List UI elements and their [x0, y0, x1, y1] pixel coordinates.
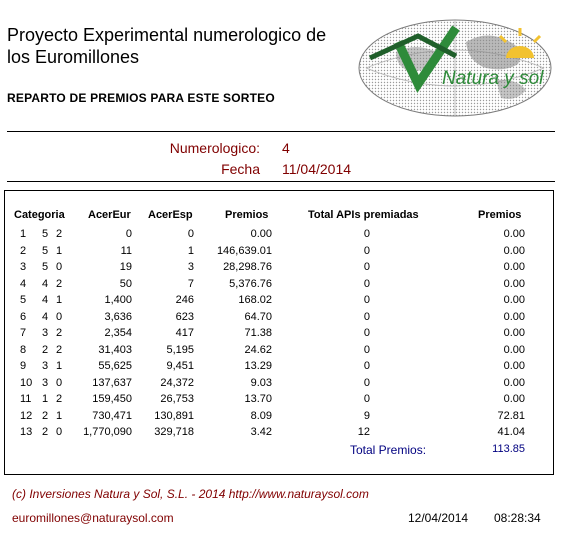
cell-cat-num-2: 0 [56, 310, 63, 323]
cell-cat-num-2: 1 [56, 294, 63, 306]
header-acer-esp: AcerEsp [148, 209, 193, 221]
title-line-2: los Euromillones [7, 47, 140, 67]
cell-premios: 8.09 [250, 409, 272, 422]
cell-premios-apis: 0.00 [503, 294, 525, 306]
cell-acer-eur: 11 [120, 244, 132, 257]
cell-acer-eur: 19 [119, 261, 132, 273]
cell-premios: 146,639.01 [216, 244, 272, 257]
copyright-text: (c) Inversiones Natura y Sol, S.L. - 2014 http://www.naturaysol.com [12, 487, 369, 501]
cell-category: 4 [20, 277, 27, 290]
cell-cat-num-1: 4 [42, 294, 49, 306]
cell-premios-apis: 0.00 [503, 327, 525, 339]
cell-total-apis: 0 [363, 343, 370, 356]
cell-acer-eur: 159,450 [92, 393, 132, 405]
fecha-value: 11/04/2014 [282, 161, 352, 177]
numerologico-label: Numerologico: [169, 140, 260, 156]
cell-total-apis: 0 [363, 310, 370, 323]
cell-acer-eur: 730,471 [92, 409, 132, 422]
cell-cat-num-2: 2 [56, 228, 63, 240]
cell-total-apis: 0 [363, 376, 370, 389]
cell-cat-num-1: 4 [42, 277, 49, 290]
cell-premios: 24.62 [244, 343, 272, 356]
cell-premios: 13.29 [244, 360, 272, 372]
cell-acer-esp: 9,451 [166, 360, 194, 372]
cell-cat-num-1: 5 [42, 261, 49, 273]
cell-cat-num-2: 0 [56, 426, 63, 438]
cell-premios: 13.70 [244, 393, 272, 405]
cell-cat-num-1: 5 [42, 228, 49, 240]
header-total-apis: Total APIs premiadas [308, 209, 419, 221]
cell-total-apis: 0 [363, 294, 370, 306]
cell-category: 12 [20, 409, 33, 422]
cell-premios-apis: 0.00 [503, 228, 525, 240]
cell-cat-num-1: 2 [42, 426, 49, 438]
cell-category: 8 [20, 343, 27, 356]
cell-cat-num-2: 1 [56, 244, 63, 257]
header-premios: Premios [225, 209, 269, 221]
cell-category: 6 [20, 310, 27, 323]
cell-premios: 3.42 [250, 426, 272, 438]
cell-total-apis: 0 [363, 228, 370, 240]
cell-total-apis: 0 [363, 360, 370, 372]
numerologico-value: 4 [282, 140, 290, 156]
cell-category: 13 [20, 426, 33, 438]
cell-acer-eur: 3,636 [104, 310, 132, 323]
header-premios-apis: Premios [478, 209, 522, 221]
cell-total-apis: 12 [357, 426, 370, 438]
cell-premios-apis: 0.00 [503, 310, 525, 323]
cell-cat-num-1: 1 [42, 393, 49, 405]
fecha-label: Fecha [221, 161, 260, 177]
cell-acer-esp: 26,753 [160, 393, 194, 405]
total-premios-value: 113.85 [492, 443, 525, 455]
cell-premios: 71.38 [244, 327, 272, 339]
cell-total-apis: 0 [363, 327, 370, 339]
cell-total-apis: 9 [363, 409, 370, 422]
cell-premios: 9.03 [250, 376, 272, 389]
cell-cat-num-1: 3 [42, 376, 49, 389]
report-subtitle: REPARTO DE PREMIOS PARA ESTE SORTEO [7, 91, 275, 105]
contact-email: euromillones@naturaysol.com [12, 511, 174, 525]
cell-category: 3 [20, 261, 27, 273]
natura-y-sol-logo [356, 12, 554, 120]
header-divider [7, 131, 555, 132]
footer-date: 12/04/2014 [408, 511, 469, 525]
cell-acer-eur: 50 [119, 277, 132, 290]
cell-acer-esp: 623 [175, 310, 194, 323]
cell-cat-num-2: 2 [56, 393, 63, 405]
cell-acer-esp: 246 [175, 294, 194, 306]
cell-acer-eur: 31,403 [98, 343, 132, 356]
cell-premios-apis: 0.00 [503, 244, 525, 257]
cell-cat-num-1: 2 [42, 343, 49, 356]
logo-globe-graphic [356, 12, 554, 120]
cell-acer-esp: 7 [187, 277, 194, 290]
cell-premios-apis: 0.00 [503, 360, 525, 372]
cell-acer-eur: 0 [125, 228, 132, 240]
cell-cat-num-2: 1 [56, 409, 63, 422]
cell-acer-esp: 3 [187, 261, 194, 273]
cell-premios-apis: 0.00 [503, 261, 525, 273]
cell-total-apis: 0 [363, 277, 370, 290]
cell-acer-esp: 1 [187, 244, 194, 257]
cell-premios: 0.00 [250, 228, 272, 240]
cell-acer-esp: 130,891 [154, 409, 194, 422]
cell-cat-num-2: 2 [56, 327, 63, 339]
header-categoria: Categoria [14, 209, 65, 221]
title-line-1: Proyecto Experimental numerologico de [7, 25, 327, 45]
cell-cat-num-2: 0 [56, 261, 63, 273]
cell-acer-eur: 137,637 [92, 376, 132, 389]
cell-category: 10 [20, 376, 33, 389]
cell-cat-num-2: 1 [56, 360, 63, 372]
cell-category: 2 [20, 244, 27, 257]
cell-total-apis: 0 [363, 261, 370, 273]
cell-cat-num-2: 2 [56, 277, 63, 290]
cell-acer-eur: 2,354 [104, 327, 132, 339]
cell-premios-apis: 72.81 [497, 409, 525, 422]
cell-premios-apis: 0.00 [503, 376, 525, 389]
cell-cat-num-1: 2 [42, 409, 49, 422]
cell-cat-num-1: 3 [42, 360, 49, 372]
cell-premios: 64.70 [244, 310, 272, 323]
cell-premios: 5,376.76 [229, 277, 272, 290]
cell-acer-esp: 329,718 [154, 426, 194, 438]
cell-premios: 168.02 [238, 294, 272, 306]
logo-text: Natura y sol [442, 68, 544, 89]
cell-acer-eur: 55,625 [98, 360, 132, 372]
total-premios-label: Total Premios: [350, 443, 427, 457]
page-title [7, 24, 326, 68]
cell-acer-esp: 417 [175, 327, 194, 339]
cell-premios-apis: 41.04 [497, 426, 525, 438]
cell-category: 5 [20, 294, 27, 306]
footer-time: 08:28:34 [494, 511, 541, 525]
header-acer-eur: AcerEur [88, 209, 131, 221]
cell-acer-eur: 1,770,090 [83, 426, 132, 438]
cell-category: 1 [20, 228, 27, 240]
cell-premios: 28,298.76 [223, 261, 272, 273]
cell-acer-esp: 0 [187, 228, 194, 240]
cell-premios-apis: 0.00 [503, 277, 525, 290]
cell-acer-eur: 1,400 [104, 294, 132, 306]
cell-category: 11 [20, 393, 32, 405]
cell-acer-esp: 5,195 [166, 343, 194, 356]
meta-divider [7, 181, 555, 182]
cell-cat-num-2: 0 [56, 376, 63, 389]
cell-total-apis: 0 [363, 393, 370, 405]
cell-cat-num-1: 4 [42, 310, 49, 323]
cell-premios-apis: 0.00 [503, 343, 525, 356]
cell-cat-num-2: 2 [56, 343, 63, 356]
cell-premios-apis: 0.00 [503, 393, 525, 405]
cell-cat-num-1: 3 [42, 327, 49, 339]
cell-acer-esp: 24,372 [160, 376, 194, 389]
cell-category: 7 [20, 327, 27, 339]
cell-category: 9 [20, 360, 27, 372]
cell-total-apis: 0 [363, 244, 370, 257]
cell-cat-num-1: 5 [42, 244, 49, 257]
